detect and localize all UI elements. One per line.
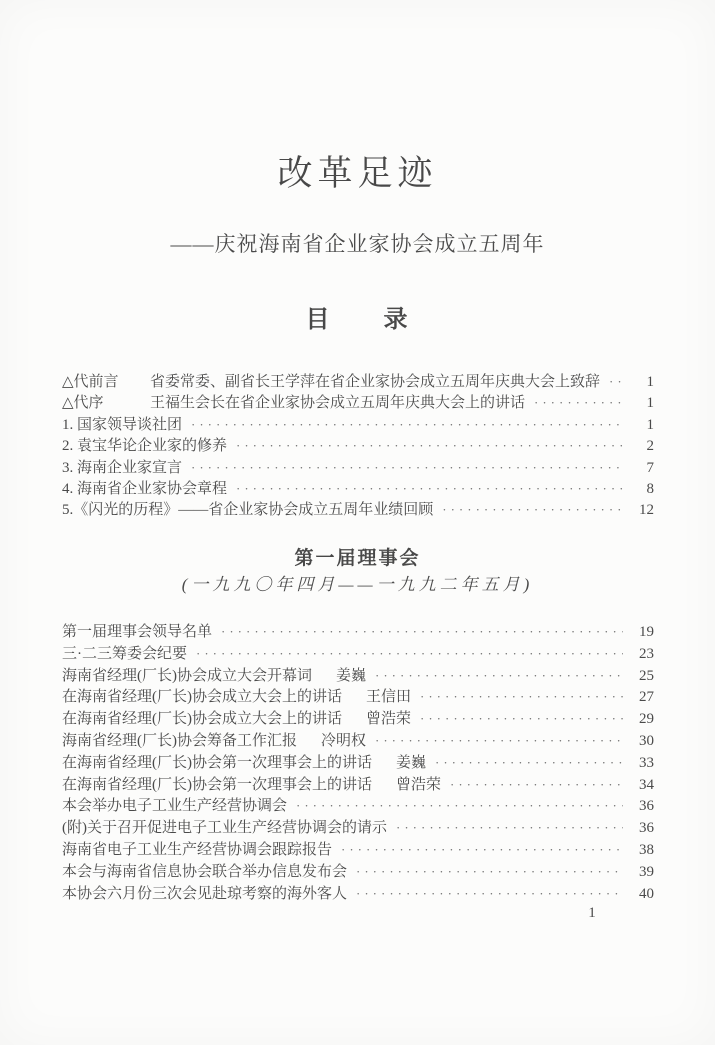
- toc-entry: [62, 883, 654, 905]
- toc-entry: [62, 478, 654, 499]
- dot-leader: [450, 774, 623, 796]
- dot-leader: [296, 795, 623, 817]
- toc-entry-title: 第一届理事会领导名单: [62, 624, 213, 640]
- toc-entry: [62, 708, 654, 730]
- dot-leader: [236, 435, 623, 456]
- toc-entry-page-number: 33: [639, 754, 654, 771]
- dot-leader: [341, 839, 623, 861]
- toc-entry-title: 在海南省经理(厂长)协会第一次理事会上的讲话: [62, 776, 372, 793]
- toc-entry-prefix: △代序: [62, 395, 104, 412]
- toc-entry-page-number: 36: [639, 798, 654, 815]
- section-heading-first-council: 第一届理事会: [294, 548, 421, 569]
- toc-entry: [62, 686, 654, 708]
- book-title: 改革足迹: [277, 154, 438, 193]
- toc-entry: [62, 435, 654, 456]
- dot-leader: [435, 752, 623, 774]
- dot-leader: [236, 478, 623, 499]
- toc-entry-page-number: 1: [646, 374, 654, 390]
- toc-entry-title: 5.《闪光的历程》——省企业家协会成立五周年业绩回顾: [62, 502, 434, 519]
- dot-leader: [221, 621, 623, 643]
- toc-entry-title: 海南省经理(厂长)协会筹备工作汇报: [62, 732, 297, 749]
- toc-entry-author: 姜巍: [396, 754, 427, 771]
- dot-leader: [356, 883, 623, 905]
- toc-entry: [62, 643, 654, 665]
- toc-entry-title: 本协会六月份三次会见赴琼考察的海外客人: [62, 885, 348, 902]
- dot-leader: [420, 708, 623, 730]
- toc-entry-title: 在海南省经理(厂长)协会第一次理事会上的讲话: [62, 754, 372, 771]
- toc-entry-author: 曾浩荣: [366, 711, 412, 728]
- toc-entry: [62, 665, 654, 687]
- toc-entry-prefix: △代前言: [62, 374, 119, 390]
- toc-entry-title: 4. 海南省企业家协会章程: [62, 480, 228, 497]
- toc-entry-page-number: 30: [639, 732, 654, 749]
- dot-leader: [420, 686, 623, 708]
- page-number: 1: [588, 905, 596, 921]
- book-subtitle: ——庆祝海南省企业家协会成立五周年: [170, 232, 545, 256]
- toc-entry-page-number: 38: [639, 841, 654, 858]
- toc-entry-title: 本会与海南省信息协会联合举办信息发布会: [62, 863, 348, 880]
- toc-entry-title: (附)关于召开促进电子工业生产经营协调会的请示: [62, 820, 387, 837]
- toc-first-council-list: [62, 621, 654, 904]
- toc-entry-page-number: 40: [639, 885, 654, 902]
- toc-entry-title: 2. 袁宝华论企业家的修养: [62, 438, 228, 455]
- toc-entry-title: 在海南省经理(厂长)协会成立大会上的讲话: [62, 711, 342, 728]
- dot-leader: [442, 499, 623, 520]
- toc-entry: [62, 752, 654, 774]
- toc-entry-title: 本会举办电子工业生产经营协调会: [62, 798, 288, 815]
- toc-entry-page-number: 27: [639, 689, 654, 706]
- toc-entry-page-number: 23: [639, 645, 654, 662]
- toc-entry-page-number: 34: [639, 776, 654, 793]
- toc-entry-title: 三·二三筹委会纪要: [62, 645, 187, 662]
- toc-entry: [62, 861, 654, 883]
- toc-entry-page-number: 29: [639, 711, 654, 728]
- toc-entry-title: 省委常委、副省长王学萍在省企业家协会成立五周年庆典大会上致辞: [150, 374, 601, 390]
- toc-entry: [62, 392, 654, 413]
- toc-entry: [62, 371, 654, 392]
- toc-entry-title: 海南省经理(厂长)协会成立大会开幕词: [62, 667, 312, 684]
- toc-entry-author: 曾浩荣: [396, 776, 442, 793]
- toc-entry-title: 1. 国家领导谈社团: [62, 416, 183, 433]
- toc-heading: 目 录: [305, 307, 410, 333]
- toc-entry: [62, 499, 654, 520]
- dot-leader: [196, 643, 623, 665]
- toc-entry-page-number: 39: [639, 863, 654, 880]
- dot-leader: [356, 861, 623, 883]
- toc-entry-page-number: 19: [639, 624, 654, 640]
- toc-front-matter-list: [62, 371, 654, 521]
- dot-leader: [396, 817, 623, 839]
- toc-entry-page-number: 2: [646, 438, 654, 455]
- toc-entry: [62, 795, 654, 817]
- toc-entry-page-number: 12: [639, 502, 654, 519]
- toc-entry: [62, 817, 654, 839]
- toc-entry-page-number: 8: [646, 480, 654, 497]
- toc-entry-title: 3. 海南企业家宣言: [62, 459, 183, 476]
- section-date-range: (一九九〇年四月——一九九二年五月): [181, 575, 534, 594]
- dot-leader: [375, 730, 623, 752]
- toc-entry-author: 王信田: [366, 689, 412, 706]
- toc-entry-page-number: 1: [646, 395, 654, 412]
- dot-leader: [609, 371, 623, 392]
- toc-entry: [62, 457, 654, 478]
- toc-entry: [62, 621, 654, 643]
- dot-leader: [191, 457, 623, 478]
- toc-entry-page-number: 25: [639, 667, 654, 684]
- dot-leader: [534, 392, 623, 413]
- toc-entry: [62, 730, 654, 752]
- toc-entry-title: 海南省电子工业生产经营协调会跟踪报告: [62, 841, 333, 858]
- dot-leader: [375, 665, 623, 687]
- toc-entry-title: 在海南省经理(厂长)协会成立大会上的讲话: [62, 689, 342, 706]
- toc-entry-author: 冷明权: [321, 732, 367, 749]
- toc-entry-page-number: 7: [646, 459, 654, 476]
- toc-entry-page-number: 1: [646, 416, 654, 433]
- toc-entry: [62, 414, 654, 435]
- toc-entry-page-number: 36: [639, 820, 654, 837]
- toc-entry: [62, 839, 654, 861]
- toc-entry-title: 王福生会长在省企业家协会成立五周年庆典大会上的讲话: [150, 395, 526, 412]
- toc-entry: [62, 774, 654, 796]
- dot-leader: [191, 414, 623, 435]
- toc-entry-author: 姜巍: [336, 667, 367, 684]
